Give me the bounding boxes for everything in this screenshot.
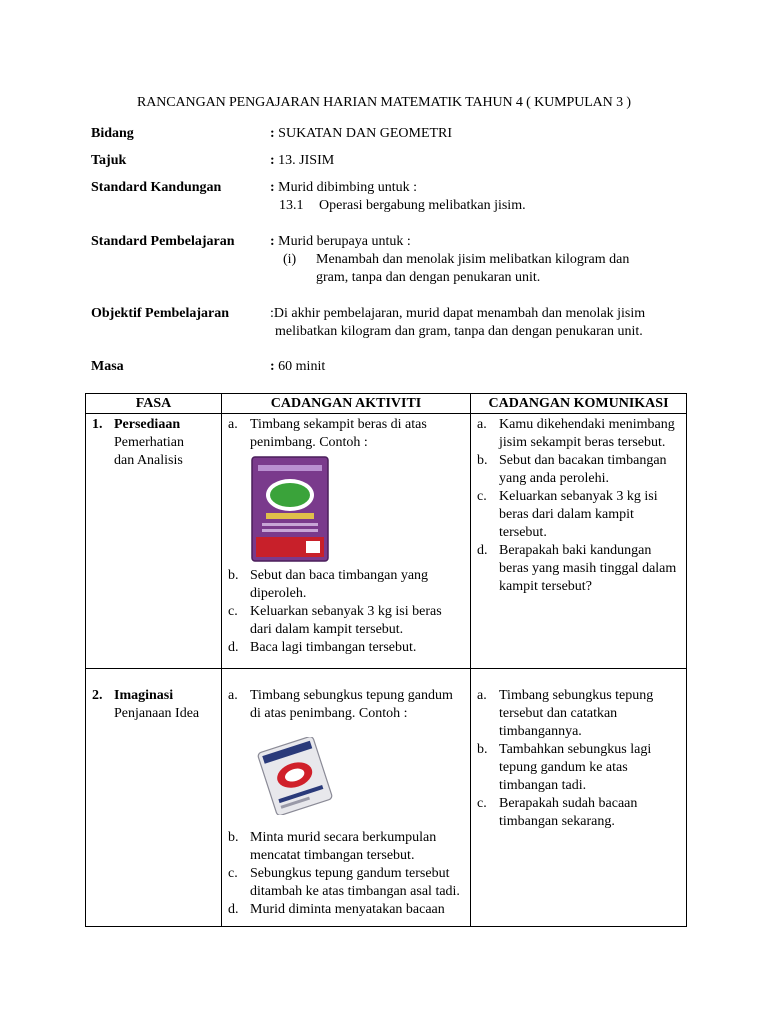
standard-kandungan-num: 13.1 xyxy=(279,198,304,213)
fasa-sub: dan Analisis xyxy=(114,453,183,468)
komunikasi-cell xyxy=(471,414,687,669)
list-item: a. Timbang sebungkus tepung tersebut dan catatkan timbangannya. xyxy=(477,688,654,739)
fasa-number: 1. xyxy=(92,417,103,432)
list-item: a. Timbang sebungkus tepung gandum di atas penimbang. Contoh : xyxy=(228,688,453,721)
standard-pembelajaran-line2: Menambah dan menolak jisim melibatkan kilogram dan xyxy=(316,252,630,267)
rice-bag-stripe xyxy=(258,465,322,471)
lesson-table xyxy=(85,393,687,927)
aktiviti-cell xyxy=(222,669,471,927)
standard-pembelajaran-line1: : Murid berupaya untuk : xyxy=(270,234,411,249)
list-item: b. Sebut dan baca timbangan yang diperoleh. xyxy=(228,568,429,601)
fasa-sub: Penjanaan Idea xyxy=(114,706,200,721)
list-item: c. Sebungkus tepung gandum tersebut ditambah ke atas timbangan asal tadi. xyxy=(228,866,460,899)
list-item: b. Tambahkan sebungkus lagi tepung gandum ke atas timbangan tadi. xyxy=(477,742,652,793)
standard-kandungan-line1: : Murid dibimbing untuk : xyxy=(270,180,418,195)
standard-kandungan-line2: Operasi bergabung melibatkan jisim. xyxy=(319,198,526,213)
flour-pack-image xyxy=(252,737,338,815)
header-aktiviti: CADANGAN AKTIVITI xyxy=(222,394,471,414)
tajuk-label: Tajuk xyxy=(91,153,127,168)
rice-bag-image xyxy=(250,455,330,563)
list-item: a. Timbang sekampit beras di atas penimbang. Contoh : xyxy=(228,417,427,450)
bidang-label: Bidang xyxy=(91,126,134,141)
masa-value: : 60 minit xyxy=(270,359,326,374)
header-komunikasi: CADANGAN KOMUNIKASI xyxy=(471,394,687,414)
standard-pembelajaran-num: (i) xyxy=(283,252,297,267)
fasa-name: Persediaan xyxy=(114,417,181,432)
table-header-row xyxy=(86,394,687,414)
list-item: b. Minta murid secara berkumpulan mencatat timbangan tersebut. xyxy=(228,830,437,863)
list-item: a. Kamu dikehendaki menimbang jisim sekampit beras tersebut. xyxy=(477,417,675,450)
fasa-cell xyxy=(86,414,222,669)
standard-pembelajaran-line3: gram, tanpa dan dengan penukaran unit. xyxy=(316,270,541,285)
fasa-number: 2. xyxy=(92,688,103,703)
objektif-line2: melibatkan kilogram dan gram, tanpa dan dengan penukaran unit. xyxy=(275,324,643,339)
standard-pembelajaran-label: Standard Pembelajaran xyxy=(91,234,235,249)
list-item: c. Berapakah sudah bacaan timbangan sekarang. xyxy=(477,796,638,829)
list-item: b. Sebut dan bacakan timbangan yang anda perolehi. xyxy=(477,453,667,486)
fasa-cell xyxy=(86,669,222,927)
fasa-name: Imaginasi xyxy=(114,688,174,703)
header-fasa: FASA xyxy=(86,394,222,414)
fasa-sub: Pemerhatian xyxy=(114,435,184,450)
rice-bag-logo xyxy=(270,483,310,507)
list-item: d. Berapakah baki kandungan beras yang masih tinggal dalam kampit tersebut? xyxy=(477,543,677,594)
tajuk-value: : 13. JISIM xyxy=(270,153,335,168)
komunikasi-cell xyxy=(471,669,687,927)
bidang-value: : SUKATAN DAN GEOMETRI xyxy=(270,126,453,141)
list-item: c. Keluarkan sebanyak 3 kg isi beras dari dalam kampit tersebut. xyxy=(228,604,442,637)
standard-kandungan-label: Standard Kandungan xyxy=(91,180,222,195)
aktiviti-cell xyxy=(222,414,471,669)
list-item: c. Keluarkan sebanyak 3 kg isi beras dari dalam kampit tersebut. xyxy=(477,489,658,540)
list-item: d. Baca lagi timbangan tersebut. xyxy=(228,640,417,655)
masa-label: Masa xyxy=(91,359,124,374)
list-item: d. Murid diminta menyatakan bacaan xyxy=(228,902,445,917)
objektif-line1: :Di akhir pembelajaran, murid dapat menambah dan menolak jisim xyxy=(270,306,646,321)
table-row xyxy=(86,669,687,927)
table-row xyxy=(86,414,687,669)
page-title: RANCANGAN PENGAJARAN HARIAN MATEMATIK TAHUN 4 ( KUMPULAN 3 ) xyxy=(137,95,631,110)
objektif-label: Objektif Pembelajaran xyxy=(91,306,230,321)
